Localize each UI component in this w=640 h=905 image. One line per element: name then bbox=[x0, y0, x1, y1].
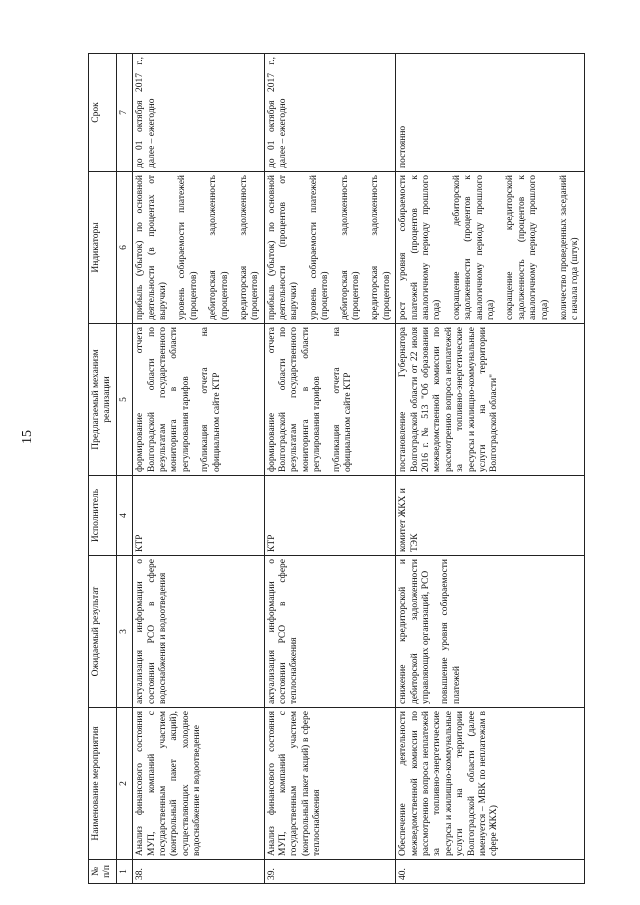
col-number: 1 bbox=[116, 860, 132, 884]
mechanism-cell bbox=[396, 324, 584, 476]
col-number: 2 bbox=[116, 708, 132, 860]
result-item: снижение кредиторской и дебиторской задолженности управляющих организаций, РСО bbox=[398, 559, 431, 704]
measure-name: Обеспечение деятельности межведомственной комиссии по рассмотрению вопроса неплатежей за топливно-энергетические ресурсы и жилищно-коммунальные услуги на территории Волгоградской области (далее именуется – МВК по неплатежам в сфере ЖКХ) bbox=[396, 708, 584, 860]
term: до 01 октября 2017 г., далее – ежегодно bbox=[264, 54, 396, 172]
indicators-cell bbox=[133, 172, 265, 324]
indicator-item: прибыль (убыток) по основной деятельности (процентов от выручки) bbox=[266, 175, 300, 320]
page-number: 15 bbox=[20, 430, 35, 444]
mechanism-item: формирование отчета Волгоградской области по результатам государственного мониторинга в области регулирования тарифов bbox=[266, 327, 323, 472]
header-indicators: Индикаторы bbox=[89, 172, 117, 324]
indicators-cell bbox=[396, 172, 584, 324]
column-number-row bbox=[116, 54, 132, 884]
indicators-cell bbox=[264, 172, 396, 324]
measure-name: Анализ финансового состояния МУП, компаний с государственным участием (контрольный пакет акций), осуществляющих холодное водоснабжение и водоотведение bbox=[133, 708, 265, 860]
col-number: 3 bbox=[116, 556, 132, 708]
indicator-item: сокращение кредиторской задолженность (процентов к аналогичному периоду прошлого года) bbox=[505, 175, 550, 320]
result-item: повышение уровня собираемости платежей bbox=[440, 559, 462, 704]
col-number: 7 bbox=[116, 54, 132, 172]
mechanism-item: публикация отчета на официальном сайте КТР bbox=[200, 327, 222, 472]
indicator-item: рост уровня собираемости платежей (процентов к аналогичному периоду прошлого года) bbox=[398, 175, 443, 320]
header-name: Наименование мероприятия bbox=[89, 708, 117, 860]
header-row bbox=[89, 54, 117, 884]
header-term: Срок bbox=[89, 54, 117, 172]
measure-name: Анализ финансового состояния МУП, компаний с государственным участием (контрольный пакет акций) в сфере теплоснабжения bbox=[264, 708, 396, 860]
term: до 01 октября 2017 г., далее – ежегодно bbox=[133, 54, 265, 172]
col-number: 4 bbox=[116, 476, 132, 556]
table-container bbox=[88, 54, 581, 884]
table-row bbox=[396, 54, 584, 884]
header-result: Ожидаемый результат bbox=[89, 556, 117, 708]
col-number: 6 bbox=[116, 172, 132, 324]
mechanism-item: постановление Губернатора Волгоградской области от 22 июля 2016 г. № 513 "Об образовании межведомственной комиссии по рассмотрению вопроса неплатежей за топливно-энергетические ресурсы и жилищно-коммунальные услуги на территории Волгоградской области" bbox=[398, 327, 500, 472]
indicator-item: кредиторская задолженность (процентов) bbox=[370, 175, 392, 320]
indicator-item: дебиторская задолженность (процентов) bbox=[208, 175, 230, 320]
mechanism-cell bbox=[133, 324, 265, 476]
result-cell bbox=[396, 556, 584, 708]
measures-table bbox=[88, 53, 585, 884]
expected-result: актуализация информации о состоянии РСО в сфере теплоснабжения bbox=[264, 556, 396, 708]
mechanism-cell bbox=[264, 324, 396, 476]
col-number: 5 bbox=[116, 324, 132, 476]
row-number: 39. bbox=[264, 860, 396, 884]
indicator-item: уровень собираемости платежей (процентов) bbox=[177, 175, 199, 320]
indicator-item: уровень собираемости платежей (процентов) bbox=[308, 175, 331, 320]
indicator-item: прибыль (убыток) по основной деятельности (в процентах от выручки) bbox=[135, 175, 168, 320]
mechanism-item: формирование отчета Волгоградской области по результатам государственного мониторинга в области регулирования тарифов bbox=[135, 327, 191, 472]
header-num: № п/п bbox=[89, 860, 117, 884]
executor: комитет ЖКХ и ТЭК bbox=[396, 476, 584, 556]
indicator-item: количество проведенных заседаний с начала года (штук) bbox=[558, 175, 581, 320]
indicator-item: кредиторская задолженность (процентов) bbox=[238, 175, 261, 320]
expected-result: актуализация информации о состоянии РСО в сфере водоснабжения и водоотведения bbox=[133, 556, 265, 708]
row-number: 38. bbox=[133, 860, 265, 884]
row-number: 40. bbox=[396, 860, 584, 884]
executor: КТР bbox=[133, 476, 265, 556]
indicator-item: дебиторская задолженность (процентов) bbox=[339, 175, 362, 320]
indicator-item: сокращение дебиторской задолженности (процентов к аналогичному периоду прошлого года) bbox=[451, 175, 496, 320]
table-row bbox=[133, 54, 265, 884]
mechanism-item: публикация отчета на официальном сайте КТР bbox=[331, 327, 354, 472]
table-row bbox=[264, 54, 396, 884]
term: постоянно bbox=[396, 54, 584, 172]
header-mechanism: Предлагаемый механизм реализации bbox=[89, 324, 117, 476]
executor: КТР bbox=[264, 476, 396, 556]
header-executor: Исполнитель bbox=[89, 476, 117, 556]
